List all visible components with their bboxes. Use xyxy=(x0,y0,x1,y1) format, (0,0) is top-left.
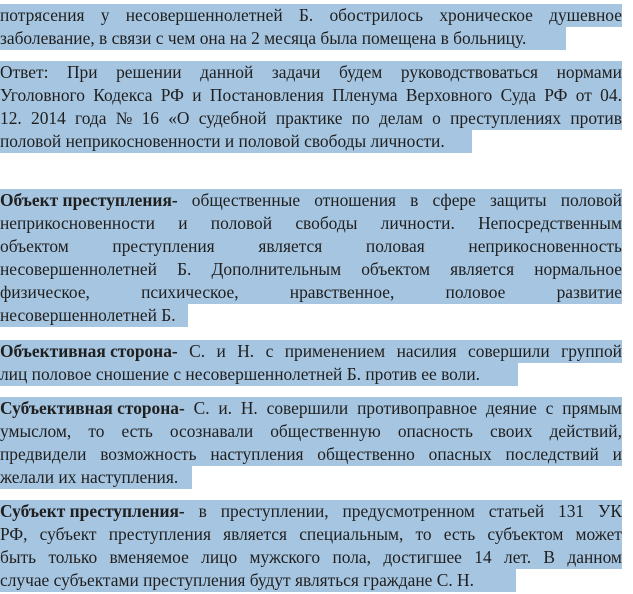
word: защиты xyxy=(489,190,547,210)
word: потрясения xyxy=(0,5,85,25)
word: общественно xyxy=(317,444,415,464)
word: нравственное, xyxy=(289,282,395,302)
word: деяние xyxy=(485,398,537,418)
line-rest xyxy=(172,340,622,363)
text-line xyxy=(0,281,622,304)
word: РФ xyxy=(160,85,184,105)
word: свободы xyxy=(295,213,358,233)
word: РФ xyxy=(544,85,568,105)
word: года xyxy=(75,108,107,128)
text-line xyxy=(0,443,622,466)
word: осознавали xyxy=(169,421,254,441)
text-line xyxy=(0,420,622,443)
word: совершили xyxy=(266,398,349,418)
word: пола, xyxy=(332,547,371,567)
word: то xyxy=(88,421,105,441)
word: является xyxy=(450,259,515,279)
word: Постановления xyxy=(209,85,324,105)
text-line xyxy=(0,235,622,258)
word: о xyxy=(432,108,441,128)
word: и xyxy=(192,85,202,105)
paragraph-heading: Субъективная сторона xyxy=(0,398,179,418)
word: РФ, xyxy=(0,524,28,544)
word: Верховного xyxy=(405,85,493,105)
word: преступления xyxy=(112,236,215,256)
word: - xyxy=(171,341,178,361)
word: отношения xyxy=(314,190,396,210)
word: При xyxy=(66,62,98,82)
text-line xyxy=(0,363,518,386)
line-text: желали их наступления. xyxy=(0,467,179,487)
word: половой xyxy=(210,213,273,233)
word: неприкосновенности xyxy=(0,213,155,233)
word: 04. xyxy=(600,85,622,105)
word: 131 xyxy=(558,501,585,521)
word: решении xyxy=(116,62,182,82)
word: психическое, xyxy=(141,282,239,302)
word: - xyxy=(171,190,178,210)
text-line xyxy=(0,397,622,420)
word: несовершеннолетней xyxy=(125,5,283,25)
word: душевное xyxy=(549,5,622,25)
word: неприкосновенность xyxy=(468,236,622,256)
word: № xyxy=(115,108,133,128)
word: с xyxy=(265,341,274,361)
text-line xyxy=(0,304,188,327)
word: и. xyxy=(218,398,233,418)
text-line xyxy=(0,258,622,281)
word: и xyxy=(178,213,188,233)
line-text: несовершеннолетней Б. xyxy=(0,305,176,325)
word: группой xyxy=(561,341,622,361)
word: 2014 xyxy=(31,108,66,128)
word: опасность xyxy=(397,421,473,441)
word: Кодекса xyxy=(93,85,153,105)
word: против xyxy=(570,108,622,128)
word: опасных xyxy=(428,444,492,464)
paragraph-heading: Объективная сторона xyxy=(0,341,172,361)
word: противоправное xyxy=(357,398,478,418)
word: насилия xyxy=(396,341,457,361)
text-line xyxy=(0,130,472,153)
word: Б. xyxy=(177,259,192,279)
word: возможность xyxy=(100,444,197,464)
text-line xyxy=(0,212,622,235)
word: 16 xyxy=(141,108,159,128)
text-line xyxy=(0,500,622,523)
word: развитие xyxy=(556,282,622,302)
word: Б. xyxy=(298,5,314,25)
word: нормальное xyxy=(534,259,622,279)
word: лицо xyxy=(201,547,238,567)
word: - xyxy=(178,398,185,418)
word: С. xyxy=(189,341,206,361)
word: от xyxy=(575,85,592,105)
word: Уголовного xyxy=(0,85,85,105)
word: статьей xyxy=(488,501,545,521)
word: половая xyxy=(365,236,425,256)
line-text: случае субъектами преступления будут являться граждане С. Н. xyxy=(0,570,474,590)
word: то xyxy=(415,524,432,544)
word: в xyxy=(410,190,419,210)
text-line xyxy=(0,4,622,27)
word: несовершеннолетней xyxy=(0,259,157,279)
word: является xyxy=(258,236,323,256)
word: личности. xyxy=(380,213,455,233)
word: только xyxy=(48,547,98,567)
word: преступлениях xyxy=(450,108,562,128)
word: общественную xyxy=(270,421,381,441)
word: лет. xyxy=(504,547,532,567)
word: УК xyxy=(598,501,622,521)
word: половое xyxy=(445,282,506,302)
word: предусмотренном xyxy=(342,501,475,521)
word: преступления xyxy=(108,524,211,544)
word: данной xyxy=(200,62,254,82)
word: у xyxy=(100,5,110,25)
word: В xyxy=(543,547,556,567)
word: Н. xyxy=(240,398,258,418)
text-line xyxy=(0,189,622,212)
word: преступлении, xyxy=(220,501,329,521)
word: Н. xyxy=(237,341,255,361)
word: субъектом xyxy=(487,524,564,544)
text-line xyxy=(0,61,622,84)
word: наступления xyxy=(210,444,304,464)
word: и xyxy=(216,341,226,361)
word: быть xyxy=(0,547,37,567)
word: С. xyxy=(193,398,210,418)
word: объектом xyxy=(361,259,431,279)
text-line xyxy=(0,546,622,569)
word: прямым xyxy=(562,398,622,418)
word: половой xyxy=(560,190,622,210)
word: - xyxy=(178,501,185,521)
word: Суда xyxy=(500,85,536,105)
word: с xyxy=(545,398,554,418)
word: субъект xyxy=(39,524,97,544)
word: руководствоваться xyxy=(400,62,539,82)
word: в xyxy=(198,501,207,521)
line-text: половой неприкосновенности и половой свободы личности. xyxy=(0,131,445,151)
word: сфере xyxy=(432,190,476,210)
line-text: заболевание, в связи с чем она на 2 месяца была помещена в больницу. xyxy=(0,28,527,48)
text-line xyxy=(0,84,622,107)
word: Дополнительным xyxy=(211,259,342,279)
word: 14 xyxy=(474,547,492,567)
word: физическое, xyxy=(0,282,90,302)
word: последствий xyxy=(505,444,599,464)
word: предвидели xyxy=(0,444,87,464)
word: по xyxy=(351,108,370,128)
word: Непосредственным xyxy=(478,213,622,233)
word: Ответ: xyxy=(0,62,49,82)
text-line xyxy=(0,523,622,546)
word: действий, xyxy=(549,421,622,441)
text-line xyxy=(0,466,192,489)
word: является xyxy=(223,524,288,544)
text-line xyxy=(0,107,622,130)
paragraph-heading: Объект преступления xyxy=(0,190,172,210)
text-line xyxy=(0,340,622,363)
word: делам xyxy=(378,108,423,128)
word: своих xyxy=(490,421,533,441)
word: и xyxy=(612,444,622,464)
word: мужского xyxy=(249,547,321,567)
line-text: лиц половое сношение с несовершеннолетней Б. против ее воли. xyxy=(0,364,480,384)
word: 12. xyxy=(0,108,22,128)
word: «О xyxy=(168,108,190,128)
word: есть xyxy=(443,524,476,544)
line-rest xyxy=(179,500,622,523)
word: судебной xyxy=(198,108,267,128)
word: практике xyxy=(275,108,343,128)
word: общественные xyxy=(191,190,301,210)
word: нормами xyxy=(556,62,622,82)
word: обострилось xyxy=(329,5,424,25)
word: совершили xyxy=(468,341,550,361)
text-line xyxy=(0,569,516,592)
word: может xyxy=(575,524,622,544)
word: объектом xyxy=(0,236,69,256)
word: задачи xyxy=(271,62,321,82)
text-line xyxy=(0,27,566,50)
word: применением xyxy=(284,341,386,361)
line-rest xyxy=(172,189,622,212)
word: Пленума xyxy=(332,85,398,105)
word: вменяемое xyxy=(109,547,189,567)
paragraph-heading: Субъект преступления xyxy=(0,501,179,521)
word: достигшее xyxy=(383,547,462,567)
word: хроническое xyxy=(439,5,533,25)
word: специальным, xyxy=(299,524,404,544)
line-rest xyxy=(179,397,622,420)
word: умыслом, xyxy=(0,421,72,441)
word: будем xyxy=(338,62,383,82)
word: есть xyxy=(121,421,153,441)
word: данном xyxy=(567,547,622,567)
